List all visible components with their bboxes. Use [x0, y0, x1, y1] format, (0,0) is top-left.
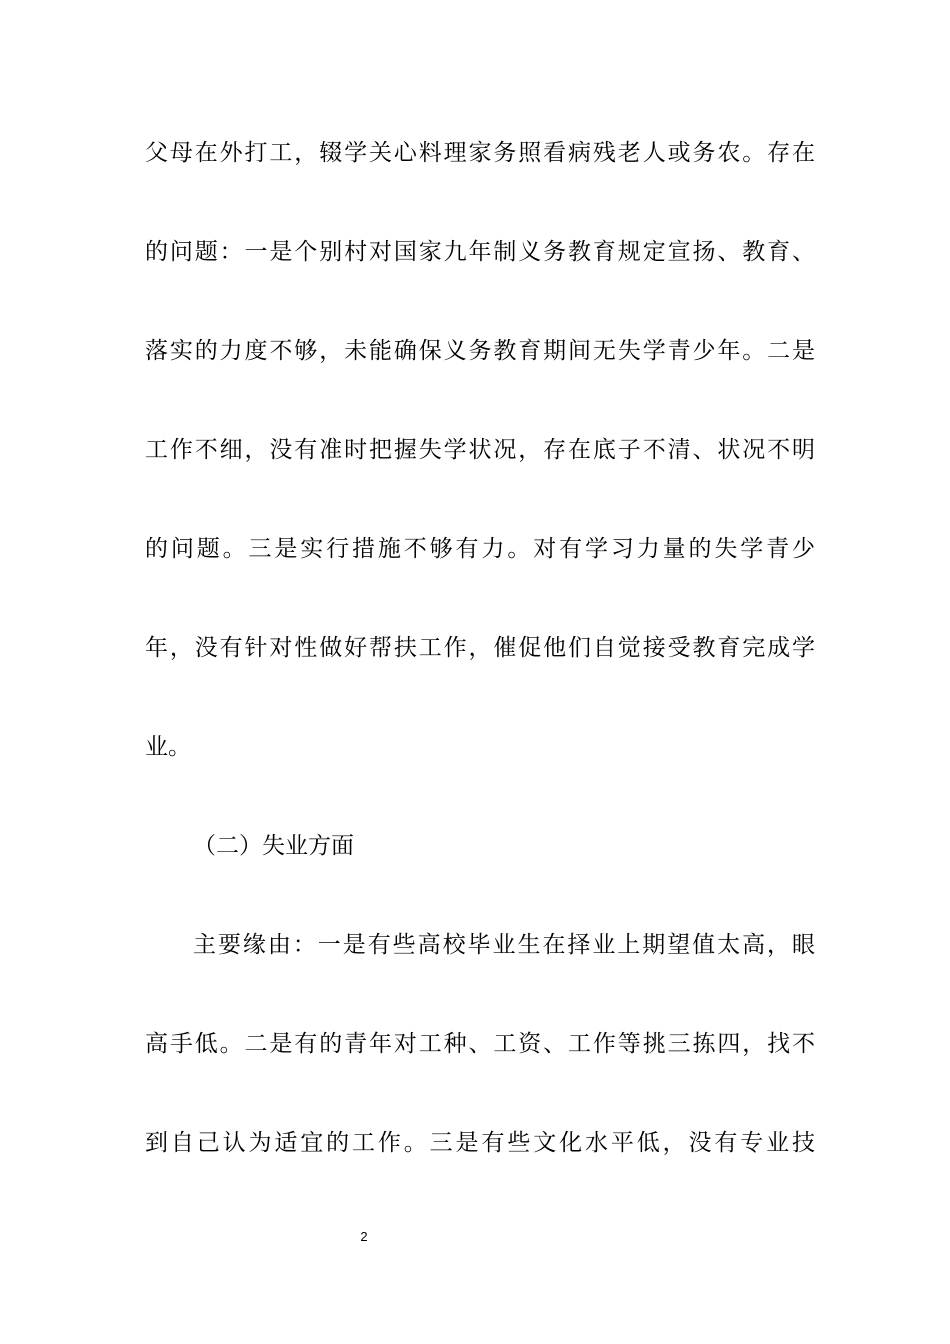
text-line: 落实的力度不够，未能确保义务教育期间无失学青少年。二是 [145, 338, 815, 364]
text-line: 的问题。三是实行措施不够有力。对有学习力量的失学青少 [145, 536, 815, 562]
text-line: 年，没有针对性做好帮扶工作，催促他们自觉接受教育完成学 [145, 635, 815, 661]
text-line: 高手低。二是有的青年对工种、工资、工作等挑三拣四，找不 [145, 1031, 815, 1057]
text-line: 的问题：一是个别村对国家九年制义务教育规定宣扬、教育、 [145, 239, 815, 265]
page-number: 2 [360, 1229, 368, 1244]
section-heading: （二）失业方面 [193, 833, 354, 859]
text-line: 父母在外打工，辍学关心料理家务照看病残老人或务农。存在 [145, 140, 815, 166]
text-line: 到自己认为适宜的工作。三是有些文化水平低，没有专业技 [145, 1130, 815, 1156]
text-line: 主要缘由：一是有些高校毕业生在择业上期望值太高，眼 [193, 932, 815, 958]
text-line: 业。 [145, 734, 191, 760]
text-line: 工作不细，没有准时把握失学状况，存在底子不清、状况不明 [145, 437, 815, 463]
